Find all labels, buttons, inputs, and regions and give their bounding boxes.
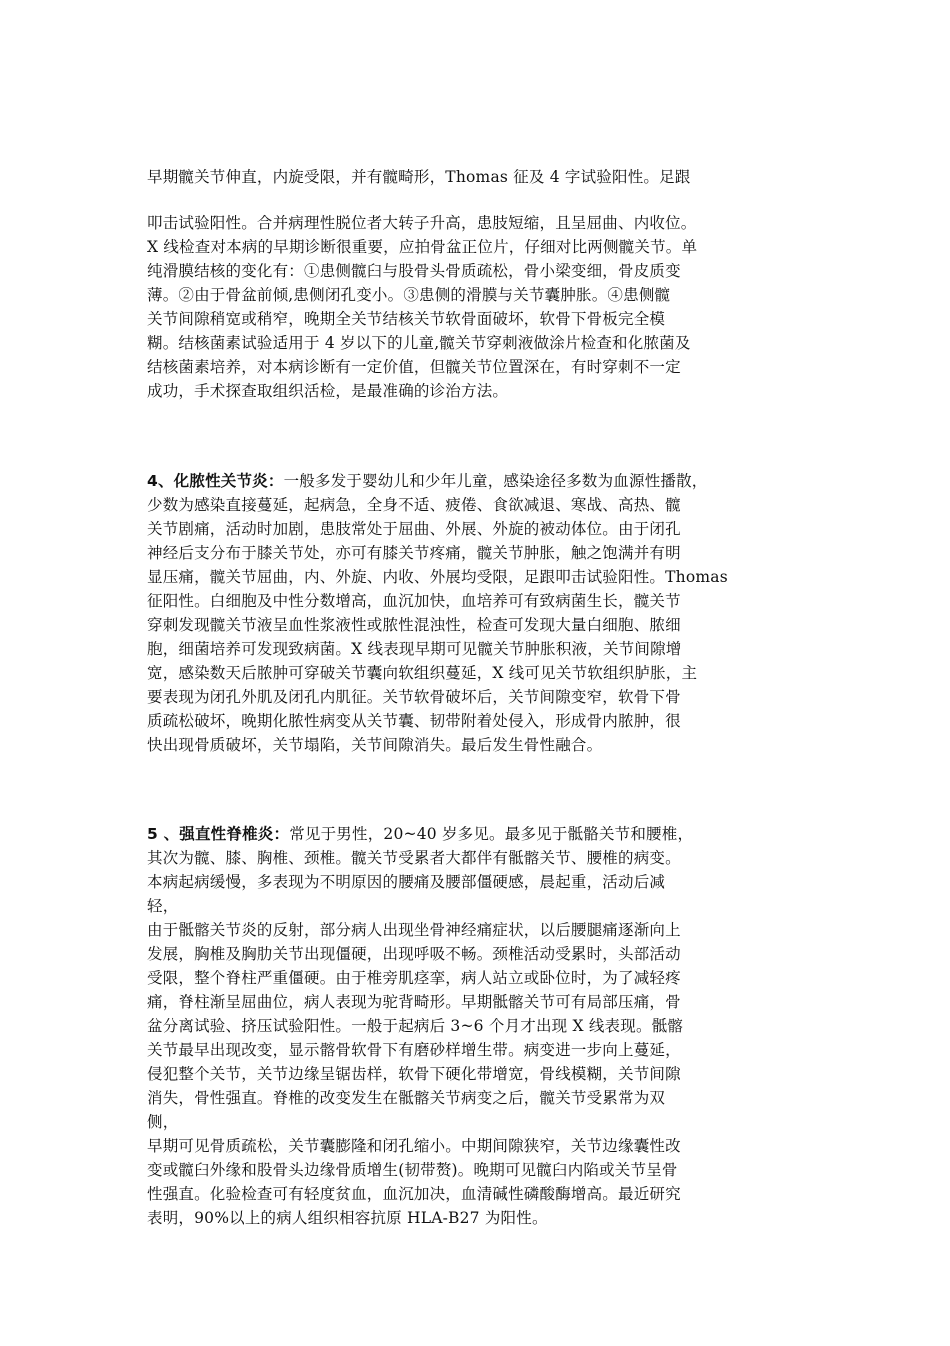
section4-line: 质疏松破坏，晚期化脓性病变从关节囊、韧带附着处侵入，形成骨内脓肿，很	[147, 712, 681, 730]
section5-line: 发展，胸椎及胸肋关节出现僵硬，出现呼吸不畅。颈椎活动受累时，头部活动	[147, 945, 681, 963]
intro-line: 薄。②由于骨盆前倾,患侧闭孔变小。③患侧的滑膜与关节囊肿胀。④患侧髋	[147, 286, 671, 304]
section4-line: 宽，感染数天后脓肿可穿破关节囊向软组织蔓延，X 线可见关节软组织胪胀，主	[147, 664, 698, 682]
section5-line: 痛，脊柱渐呈屈曲位，病人表现为驼背畸形。早期骶髂关节可有局部压痛，骨	[147, 993, 681, 1011]
section5-line: 性强直。化验检查可有轻度贫血，血沉加决，血清碱性磷酸酶增高。最近研究	[147, 1185, 681, 1203]
intro-line: 叩击试验阳性。合并病理性脱位者大转子升高，患肢短缩，且呈屈曲、内收位。	[147, 214, 697, 232]
section4-line: 胞，细菌培养可发现致病菌。X 线表现早期可见髋关节肿胀积液，关节间隙增	[147, 640, 682, 658]
section4-line: 关节剧痛，活动时加剧，患肢常处于屈曲、外展、外旋的被动体位。由于闭孔	[147, 520, 681, 538]
section5-line: 表明，90%以上的病人组织相容抗原 HLA-B27 为阳性。	[147, 1209, 548, 1227]
section5-line: 受限，整个脊柱严重僵硬。由于椎旁肌痉挛，病人站立或卧位时，为了减轻疼	[147, 969, 681, 987]
section4-first-line	[147, 470, 708, 492]
section5-line: 变或髋臼外缘和股骨头边缘骨质增生(韧带赘)。晚期可见髋臼内陷或关节呈骨	[147, 1161, 678, 1179]
section5-line: 其次为髋、膝、胸椎、颈椎。髋关节受累者大都伴有骶髂关节、腰椎的病变。	[147, 849, 681, 867]
intro-line: 关节间隙稍宽或稍窄，晚期全关节结核关节软骨面破坏，软骨下骨板完全模	[147, 310, 666, 328]
intro-line: 早期髋关节伸直，内旋受限，并有髋畸形，Thomas 征及 4 字试验阳性。足跟	[147, 168, 691, 186]
section4-line: 快出现骨质破坏，关节塌陷，关节间隙消失。最后发生骨性融合。	[147, 736, 603, 754]
intro-line: 纯滑膜结核的变化有：①患侧髋臼与股骨头骨质疏松，骨小梁变细，骨皮质变	[147, 262, 681, 280]
section5-first-line	[147, 823, 693, 845]
section5-line: 侧，	[147, 1113, 179, 1131]
intro-line: 成功，手术探查取组织活检，是最准确的诊治方法。	[147, 382, 509, 400]
section4-line: 神经后支分布于膝关节处，亦可有膝关节疼痛，髋关节肿胀，触之饱满并有明	[147, 544, 681, 562]
section5-line: 本病起病缓慢，多表现为不明原因的腰痛及腰部僵硬感，晨起重，活动后减	[147, 873, 666, 891]
intro-line: 糊。结核菌素试验适用于 4 岁以下的儿童,髋关节穿刺液做涂片检查和化脓菌及	[147, 334, 691, 352]
section4-line: 征阳性。白细胞及中性分数增高，血沉加快，血培养可有致病菌生长，髋关节	[147, 592, 681, 610]
intro-line: X 线检查对本病的早期诊断很重要，应拍骨盆正位片，仔细对比两侧髋关节。单	[147, 238, 698, 256]
section5-first-line-text: 常见于男性，20~40 岁多见。最多见于骶骼关节和腰椎，	[289, 825, 694, 843]
section4-first-line-text: 一般多发于婴幼儿和少年儿童，感染途径多数为血源性播散，	[283, 472, 708, 490]
section4-heading: 4、化脓性关节炎：	[147, 472, 284, 490]
section4-line: 穿刺发现髋关节液呈血性浆液性或脓性混浊性，检查可发现大量白细胞、脓细	[147, 616, 681, 634]
section5-line: 盆分离试验、挤压试验阳性。一般于起病后 3~6 个月才出现 X 线表现。骶髂	[147, 1017, 684, 1035]
section5-line: 轻，	[147, 897, 179, 915]
section5-line: 由于骶髂关节炎的反射，部分病人出现坐骨神经痛症状，以后腰腿痛逐渐向上	[147, 921, 681, 939]
section5-line: 侵犯整个关节，关节边缘呈锯齿样，软骨下硬化带增宽，骨线模糊，关节间隙	[147, 1065, 681, 1083]
section4-line: 要表现为闭孔外肌及闭孔内肌征。关节软骨破坏后，关节间隙变窄，软骨下骨	[147, 688, 681, 706]
section5-line: 消失，骨性强直。脊椎的改变发生在骶髂关节病变之后，髋关节受累常为双	[147, 1089, 666, 1107]
section5-heading: 5 、强直性脊椎炎：	[147, 825, 290, 843]
intro-line: 结核菌素培养，对本病诊断有一定价值，但髋关节位置深在，有时穿刺不一定	[147, 358, 681, 376]
section4-line: 显压痛，髋关节屈曲，内、外旋、内收、外展均受限，足跟叩击试验阳性。Thomas	[147, 568, 728, 586]
section4-line: 少数为感染直接蔓延，起病急，全身不适、疲倦、食欲减退、寒战、高热、髋	[147, 496, 681, 514]
section5-line: 关节最早出现改变，显示髂骨软骨下有磨砂样增生带。病变进一步向上蔓延，	[147, 1041, 681, 1059]
section5-line: 早期可见骨质疏松，关节囊膨隆和闭孔缩小。中期间隙狭窄，关节边缘囊性改	[147, 1137, 681, 1155]
